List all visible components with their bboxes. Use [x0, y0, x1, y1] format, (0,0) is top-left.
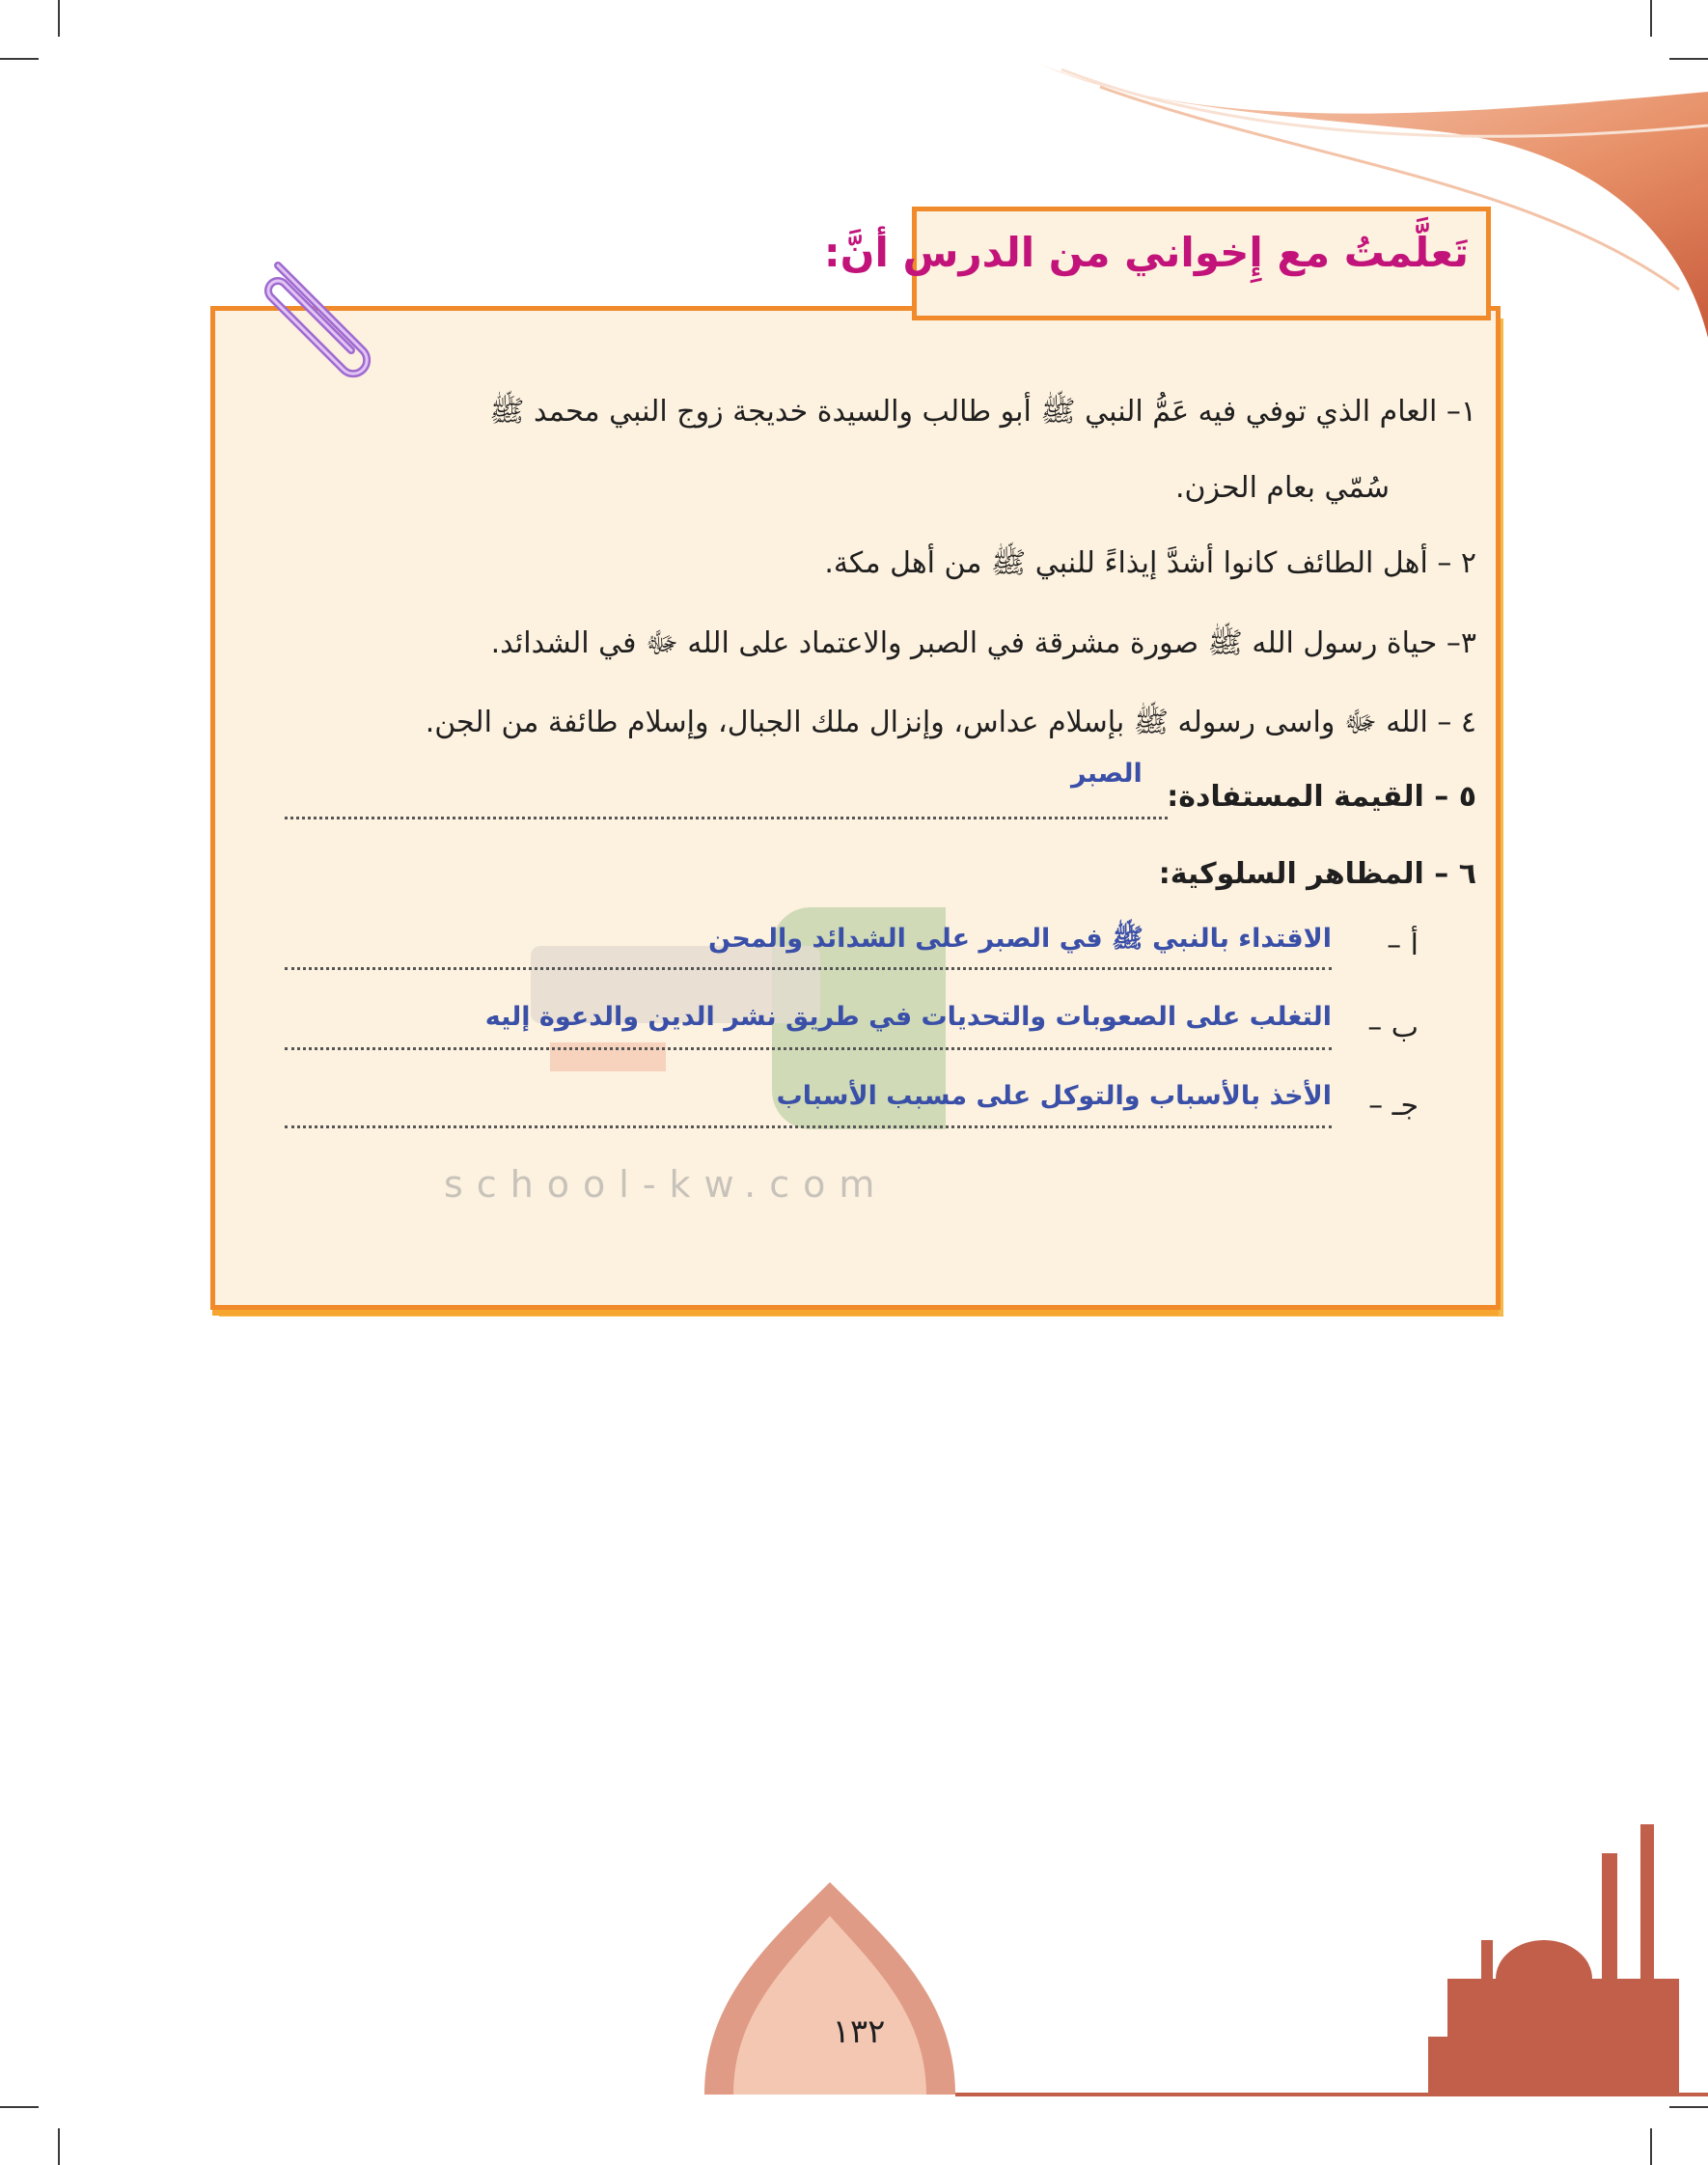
summary-item-3: ٣– حياة رسول الله ﷺ صورة مشرقة في الصبر والاعتماد على الله ﷻ في الشدائد.: [490, 626, 1476, 660]
section-title: تَعلَّمتُ مع إِخواني من الدرس أنَّ:: [823, 229, 1469, 276]
summary-item-1-continued: سُمّي بعام الحزن.: [1174, 471, 1390, 505]
behaviors-label: ٦ – المظاهر السلوكية:: [1158, 857, 1476, 891]
behavior-marker-b: ب –: [1367, 1011, 1419, 1044]
mosque-silhouette: [0, 1824, 1708, 2114]
value-answer: الصبر: [1071, 759, 1143, 789]
behavior-marker-c: جـ –: [1368, 1089, 1419, 1123]
page-number: ١٣٢: [832, 2012, 886, 2051]
header-box: [823, 207, 1491, 320]
crop-mark: [1650, 2128, 1652, 2165]
answer-line: [285, 1047, 1332, 1050]
crop-mark: [58, 2128, 60, 2165]
summary-item-4: ٤ – الله ﷻ واسى رسوله ﷺ بإسلام عداس، وإنزال ملك الجبال، وإسلام طائفة من الجن.: [425, 706, 1476, 739]
answer-line: [285, 967, 1332, 970]
answer-line: [285, 1125, 1332, 1128]
summary-item-2: ٢ – أهل الطائف كانوا أشدَّ إيذاءً للنبي ﷺ من أهل مكة.: [824, 546, 1476, 580]
behavior-answer-b: التغلب على الصعوبات والتحديات في طريق نشر الدين والدعوة إليه: [484, 1002, 1332, 1032]
summary-item-1: ١– العام الذي توفي فيه عَمُّ النبي ﷺ أبو طالب والسيدة خديجة زوج النبي محمد ﷺ: [489, 395, 1476, 429]
behavior-marker-a: أ –: [1387, 929, 1419, 962]
value-question-label: ٥ – القيمة المستفادة:: [1167, 780, 1476, 814]
answer-line: [285, 817, 1168, 819]
behavior-answer-a: الاقتداء بالنبي ﷺ في الصبر على الشدائد والمحن: [708, 924, 1332, 954]
watermark-url: school-kw.com: [444, 1163, 889, 1206]
paperclip-icon: [259, 246, 394, 381]
behavior-answer-c: الأخذ بالأسباب والتوكل على مسبب الأسباب: [776, 1081, 1332, 1111]
